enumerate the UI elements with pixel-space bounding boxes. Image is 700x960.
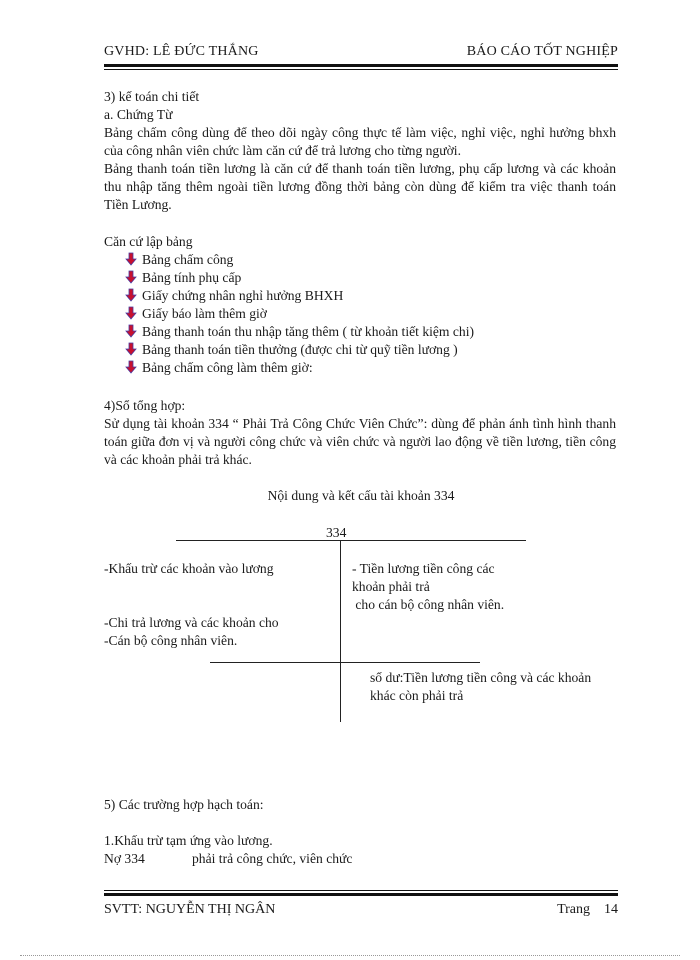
footer-student: SVTT: NGUYỄN THỊ NGÂN [104, 902, 276, 917]
section4-paragraph: Sử dụng tài khoản 334 “ Phải Trả Công Chức Viên Chức”: dùng để phản ánh tình hình thanh toán giữa đơn vị và người công chức và viên chức và người lao động về tiền lương, tiền công và các khoản phải trả khác. [104, 416, 616, 467]
document-list [124, 251, 474, 377]
list-item [124, 323, 474, 341]
t-account-debit-1: -Khấu trừ các khoản vào lương [104, 561, 274, 576]
arrow-down-icon [124, 324, 138, 338]
section3-title: 3) kế toán chi tiết [104, 89, 200, 104]
arrow-down-icon [124, 270, 138, 284]
t-account-credit-1c: cho cán bộ công nhân viên. [352, 597, 505, 612]
t-account-credit-1b: khoản phải trả [352, 579, 430, 594]
t-account-number: 334 [326, 525, 347, 540]
list-item-label: Bảng thanh toán thu nhập tăng thêm ( từ khoản tiết kiệm chi) [142, 324, 475, 339]
section3-subheading: a. Chứng Từ [104, 107, 173, 122]
section4-title: 4)Sổ tổng hợp: [104, 398, 186, 413]
list-item-label: Bảng chấm công làm thêm giờ: [142, 360, 313, 375]
footer-rule-thin [104, 890, 618, 891]
footer-rule-thick [104, 893, 618, 896]
list-item [124, 305, 474, 323]
t-account-balance-2: khác còn phải trả [370, 688, 464, 703]
list-item-label: Giấy chứng nhân nghỉ hưởng BHXH [142, 288, 344, 303]
section3-paragraph-1: Bảng chấm công dùng để theo dõi ngày công thực tế làm việc, nghỉ việc, nghỉ hưởng bhxh của công nhân viên chức làm căn cứ để trả lương cho từng người. [104, 125, 616, 158]
header-advisor: GVHD: LÊ ĐỨC THẮNG [104, 44, 259, 59]
list-item-label: Bảng chấm công [142, 252, 234, 267]
t-account-debit-2a: -Chi trả lương và các khoản cho [104, 615, 279, 630]
footer-page [557, 902, 618, 918]
list-item-label: Bảng thanh toán tiền thưởng (được chi từ quỹ tiền lương ) [142, 342, 458, 357]
header-rule-thin [104, 69, 618, 70]
t-account-balance-line [210, 662, 480, 663]
arrow-down-icon [124, 306, 138, 320]
section5-case-1: 1.Khấu trừ tạm ứng vào lương. [104, 833, 273, 848]
arrow-down-icon [124, 360, 138, 374]
t-account-balance-1: số dư:Tiền lương tiền công và các khoản [370, 670, 592, 685]
arrow-down-icon [124, 342, 138, 356]
list-item-label: Giấy báo làm thêm giờ [142, 306, 267, 321]
header-rule-thick [104, 64, 618, 67]
footer-page-number: 14 [604, 902, 618, 917]
t-account-debit-2b: -Cán bộ công nhân viên. [104, 633, 238, 648]
t-account-caption: Nội dung và kết cấu tài khoản 334 [267, 488, 455, 503]
page-break-line [20, 955, 680, 956]
arrow-down-icon [124, 288, 138, 302]
footer-page-label: Trang [557, 902, 590, 917]
arrow-down-icon [124, 252, 138, 266]
list-item [124, 251, 474, 269]
entry-description: phải trả công chức, viên chức [192, 851, 353, 866]
list-item [124, 341, 474, 359]
section3-paragraph-2: Bảng thanh toán tiền lương là căn cứ để thanh toán tiền lương, phụ cấp lương và các khoản thu nhập tăng thêm ngoài tiền lương đồng thời bảng còn dùng để kiểm tra việc thanh toán Tiền Lương. [104, 161, 616, 212]
t-account-vertical-line [340, 540, 341, 722]
section5-title: 5) Các trường hợp hạch toán: [104, 797, 264, 812]
list-item [124, 287, 474, 305]
t-account-top-line [176, 540, 526, 541]
entry-account: Nợ 334 [104, 851, 145, 866]
list-item [124, 359, 474, 377]
list-item [124, 269, 474, 287]
list-title: Căn cứ lập bảng [104, 234, 193, 249]
list-item-label: Bảng tính phụ cấp [142, 270, 242, 285]
header-report-title: BÁO CÁO TỐT NGHIỆP [466, 44, 618, 59]
t-account-credit-1a: - Tiền lương tiền công các [352, 561, 495, 576]
